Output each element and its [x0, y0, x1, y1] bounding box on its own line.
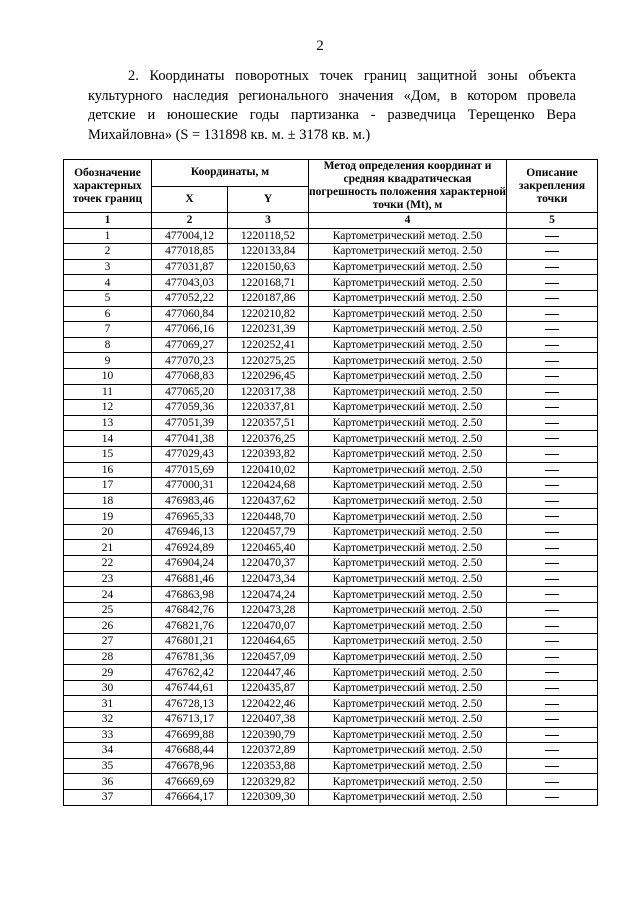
table-row	[64, 400, 598, 416]
method-cell: Картометрический метод. 2.50	[309, 524, 507, 540]
point-number-cell: 27	[64, 634, 152, 650]
fixation-cell	[507, 696, 598, 712]
table-row	[64, 337, 598, 353]
y-coordinate-cell: 1220422,46	[228, 696, 309, 712]
x-coordinate-cell: 476904,24	[152, 556, 228, 572]
x-coordinate-cell: 476664,17	[152, 789, 228, 805]
table-row	[64, 587, 598, 603]
y-coordinate-cell: 1220393,82	[228, 446, 309, 462]
fixation-cell	[507, 618, 598, 634]
method-cell: Картометрический метод. 2.50	[309, 478, 507, 494]
x-coordinate-cell: 476863,98	[152, 587, 228, 603]
dash-mark	[545, 376, 559, 377]
table-row	[64, 446, 598, 462]
x-coordinate-cell: 476713,17	[152, 712, 228, 728]
y-coordinate-cell: 1220187,86	[228, 290, 309, 306]
fixation-cell	[507, 462, 598, 478]
fixation-cell	[507, 524, 598, 540]
point-number-cell: 35	[64, 758, 152, 774]
fixation-cell	[507, 743, 598, 759]
method-cell: Картометрический метод. 2.50	[309, 462, 507, 478]
method-cell: Картометрический метод. 2.50	[309, 649, 507, 665]
dash-mark	[545, 345, 559, 346]
y-coordinate-cell: 1220296,45	[228, 368, 309, 384]
fixation-cell	[507, 446, 598, 462]
dash-mark	[545, 657, 559, 658]
point-number-cell: 10	[64, 368, 152, 384]
method-cell: Картометрический метод. 2.50	[309, 228, 507, 244]
method-cell: Картометрический метод. 2.50	[309, 602, 507, 618]
point-number-cell: 12	[64, 400, 152, 416]
y-coordinate-cell: 1220410,02	[228, 462, 309, 478]
x-coordinate-cell: 476821,76	[152, 618, 228, 634]
method-cell: Картометрический метод. 2.50	[309, 774, 507, 790]
method-cell: Картометрический метод. 2.50	[309, 353, 507, 369]
fixation-cell	[507, 665, 598, 681]
y-coordinate-cell: 1220474,24	[228, 587, 309, 603]
dash-mark	[545, 516, 559, 517]
dash-mark	[545, 361, 559, 362]
fixation-cell	[507, 493, 598, 509]
fixation-cell	[507, 275, 598, 291]
dash-mark	[545, 548, 559, 549]
point-number-cell: 26	[64, 618, 152, 634]
dash-mark	[545, 251, 559, 252]
dash-mark	[545, 766, 559, 767]
x-coordinate-cell: 477043,03	[152, 275, 228, 291]
point-number-cell: 25	[64, 602, 152, 618]
dash-mark	[545, 392, 559, 393]
y-coordinate-cell: 1220464,65	[228, 634, 309, 650]
header-x: X	[152, 186, 228, 213]
table-row	[64, 478, 598, 494]
fixation-cell	[507, 680, 598, 696]
method-cell: Картометрический метод. 2.50	[309, 743, 507, 759]
point-number-cell: 28	[64, 649, 152, 665]
fixation-cell	[507, 478, 598, 494]
header-fixation: Описание закрепления точки	[507, 160, 598, 213]
method-cell: Картометрический метод. 2.50	[309, 368, 507, 384]
point-number-cell: 37	[64, 789, 152, 805]
x-coordinate-cell: 477070,23	[152, 353, 228, 369]
method-cell: Картометрический метод. 2.50	[309, 446, 507, 462]
table-body	[64, 228, 598, 805]
fixation-cell	[507, 415, 598, 431]
point-number-cell: 6	[64, 306, 152, 322]
x-coordinate-cell: 477051,39	[152, 415, 228, 431]
x-coordinate-cell: 476688,44	[152, 743, 228, 759]
dash-mark	[545, 454, 559, 455]
y-coordinate-cell: 1220168,71	[228, 275, 309, 291]
x-coordinate-cell: 477066,16	[152, 322, 228, 338]
fixation-cell	[507, 727, 598, 743]
fixation-cell	[507, 789, 598, 805]
point-number-cell: 1	[64, 228, 152, 244]
point-number-cell: 18	[64, 493, 152, 509]
dash-mark	[545, 314, 559, 315]
header-y: Y	[228, 186, 309, 213]
dash-mark	[545, 579, 559, 580]
table-row	[64, 758, 598, 774]
x-coordinate-cell: 477029,43	[152, 446, 228, 462]
x-coordinate-cell: 476699,88	[152, 727, 228, 743]
method-cell: Картометрический метод. 2.50	[309, 259, 507, 275]
coordinates-table	[63, 159, 598, 806]
table-row	[64, 384, 598, 400]
y-coordinate-cell: 1220150,63	[228, 259, 309, 275]
x-coordinate-cell: 476881,46	[152, 571, 228, 587]
y-coordinate-cell: 1220473,34	[228, 571, 309, 587]
dash-mark	[545, 641, 559, 642]
dash-mark	[545, 438, 559, 439]
method-cell: Картометрический метод. 2.50	[309, 634, 507, 650]
fixation-cell	[507, 228, 598, 244]
table-row	[64, 680, 598, 696]
point-number-cell: 2	[64, 244, 152, 260]
x-coordinate-cell: 477052,22	[152, 290, 228, 306]
method-cell: Картометрический метод. 2.50	[309, 431, 507, 447]
y-coordinate-cell: 1220309,30	[228, 789, 309, 805]
x-coordinate-cell: 476983,46	[152, 493, 228, 509]
dash-mark	[545, 610, 559, 611]
y-coordinate-cell: 1220407,38	[228, 712, 309, 728]
table-row	[64, 290, 598, 306]
method-cell: Картометрический метод. 2.50	[309, 556, 507, 572]
method-cell: Картометрический метод. 2.50	[309, 493, 507, 509]
y-coordinate-cell: 1220448,70	[228, 509, 309, 525]
x-coordinate-cell: 477068,83	[152, 368, 228, 384]
y-coordinate-cell: 1220353,88	[228, 758, 309, 774]
method-cell: Картометрический метод. 2.50	[309, 696, 507, 712]
point-number-cell: 19	[64, 509, 152, 525]
y-coordinate-cell: 1220447,46	[228, 665, 309, 681]
point-number-cell: 30	[64, 680, 152, 696]
fixation-cell	[507, 368, 598, 384]
point-number-cell: 4	[64, 275, 152, 291]
table-row	[64, 368, 598, 384]
point-number-cell: 22	[64, 556, 152, 572]
point-number-cell: 5	[64, 290, 152, 306]
x-coordinate-cell: 477041,38	[152, 431, 228, 447]
dash-mark	[545, 470, 559, 471]
y-coordinate-cell: 1220457,09	[228, 649, 309, 665]
fixation-cell	[507, 758, 598, 774]
method-cell: Картометрический метод. 2.50	[309, 680, 507, 696]
x-coordinate-cell: 477004,12	[152, 228, 228, 244]
dash-mark	[545, 298, 559, 299]
y-coordinate-cell: 1220133,84	[228, 244, 309, 260]
fixation-cell	[507, 649, 598, 665]
point-number-cell: 9	[64, 353, 152, 369]
method-cell: Картометрический метод. 2.50	[309, 758, 507, 774]
table-row	[64, 493, 598, 509]
point-number-cell: 34	[64, 743, 152, 759]
point-number-cell: 32	[64, 712, 152, 728]
dash-mark	[545, 423, 559, 424]
fixation-cell	[507, 556, 598, 572]
x-coordinate-cell: 477000,31	[152, 478, 228, 494]
method-cell: Картометрический метод. 2.50	[309, 306, 507, 322]
dash-mark	[545, 672, 559, 673]
fixation-cell	[507, 290, 598, 306]
table-row	[64, 524, 598, 540]
point-number-cell: 21	[64, 540, 152, 556]
document-heading	[88, 67, 576, 145]
point-number-cell: 3	[64, 259, 152, 275]
y-coordinate-cell: 1220435,87	[228, 680, 309, 696]
fixation-cell	[507, 774, 598, 790]
point-number-cell: 17	[64, 478, 152, 494]
dash-mark	[545, 735, 559, 736]
x-coordinate-cell: 476669,69	[152, 774, 228, 790]
table-row	[64, 618, 598, 634]
fixation-cell	[507, 384, 598, 400]
heading-line-2: культурного наследия регионального значения «Дом, в котором провела детские и юношеские годы партизанка - разведчица Терещенко Вера Михайловна» (S = 131898 кв. м. ± 3178 кв. м.)	[88, 87, 576, 143]
table-row	[64, 228, 598, 244]
method-cell: Картометрический метод. 2.50	[309, 789, 507, 805]
table-row	[64, 415, 598, 431]
x-coordinate-cell: 477059,36	[152, 400, 228, 416]
point-number-cell: 11	[64, 384, 152, 400]
y-coordinate-cell: 1220329,82	[228, 774, 309, 790]
dash-mark	[545, 719, 559, 720]
column-number: 4	[309, 213, 507, 229]
table-row	[64, 774, 598, 790]
point-number-cell: 7	[64, 322, 152, 338]
dash-mark	[545, 532, 559, 533]
method-cell: Картометрический метод. 2.50	[309, 571, 507, 587]
fixation-cell	[507, 509, 598, 525]
x-coordinate-cell: 476744,61	[152, 680, 228, 696]
method-cell: Картометрический метод. 2.50	[309, 618, 507, 634]
y-coordinate-cell: 1220372,89	[228, 743, 309, 759]
header-method: Метод определения координат и средняя квадратическая погрешность положения характерной точки (Mt), м	[309, 160, 506, 211]
dash-mark	[545, 688, 559, 689]
table-row	[64, 727, 598, 743]
column-numbers-row	[64, 213, 598, 229]
y-coordinate-cell: 1220470,37	[228, 556, 309, 572]
dash-mark	[545, 485, 559, 486]
table-row	[64, 571, 598, 587]
method-cell: Картометрический метод. 2.50	[309, 727, 507, 743]
y-coordinate-cell: 1220118,52	[228, 228, 309, 244]
fixation-cell	[507, 540, 598, 556]
point-number-cell: 33	[64, 727, 152, 743]
x-coordinate-cell: 476762,42	[152, 665, 228, 681]
table-row	[64, 431, 598, 447]
x-coordinate-cell: 476678,96	[152, 758, 228, 774]
column-number: 1	[64, 213, 152, 229]
y-coordinate-cell: 1220210,82	[228, 306, 309, 322]
x-coordinate-cell: 476728,13	[152, 696, 228, 712]
fixation-cell	[507, 244, 598, 260]
method-cell: Картометрический метод. 2.50	[309, 587, 507, 603]
table-row	[64, 259, 598, 275]
y-coordinate-cell: 1220437,62	[228, 493, 309, 509]
point-number-cell: 13	[64, 415, 152, 431]
x-coordinate-cell: 476781,36	[152, 649, 228, 665]
dash-mark	[545, 782, 559, 783]
table-row	[64, 634, 598, 650]
method-cell: Картометрический метод. 2.50	[309, 275, 507, 291]
dash-mark	[545, 501, 559, 502]
column-number: 3	[228, 213, 309, 229]
table-row	[64, 602, 598, 618]
table-row	[64, 665, 598, 681]
y-coordinate-cell: 1220390,79	[228, 727, 309, 743]
table-row	[64, 306, 598, 322]
dash-mark	[545, 626, 559, 627]
fixation-cell	[507, 306, 598, 322]
point-number-cell: 24	[64, 587, 152, 603]
column-number: 5	[507, 213, 598, 229]
header-coordinates: Координаты, м	[152, 160, 309, 187]
table-row	[64, 556, 598, 572]
dash-mark	[545, 704, 559, 705]
method-cell: Картометрический метод. 2.50	[309, 665, 507, 681]
dash-mark	[545, 329, 559, 330]
table-row	[64, 462, 598, 478]
fixation-cell	[507, 634, 598, 650]
y-coordinate-cell: 1220317,38	[228, 384, 309, 400]
method-cell: Картометрический метод. 2.50	[309, 244, 507, 260]
x-coordinate-cell: 477031,87	[152, 259, 228, 275]
dash-mark	[545, 267, 559, 268]
y-coordinate-cell: 1220337,81	[228, 400, 309, 416]
dash-mark	[545, 797, 559, 798]
table-row	[64, 789, 598, 805]
fixation-cell	[507, 400, 598, 416]
method-cell: Картометрический метод. 2.50	[309, 322, 507, 338]
y-coordinate-cell: 1220252,41	[228, 337, 309, 353]
y-coordinate-cell: 1220231,39	[228, 322, 309, 338]
method-cell: Картометрический метод. 2.50	[309, 509, 507, 525]
method-cell: Картометрический метод. 2.50	[309, 384, 507, 400]
x-coordinate-cell: 476946,13	[152, 524, 228, 540]
heading-line-1: 2. Координаты поворотных точек границ защитной зоны объекта	[128, 68, 576, 84]
table-row	[64, 712, 598, 728]
y-coordinate-cell: 1220275,25	[228, 353, 309, 369]
table-row	[64, 540, 598, 556]
table-row	[64, 275, 598, 291]
header-point-name: Обозначение характерных точек границ	[64, 160, 152, 213]
table-row	[64, 353, 598, 369]
method-cell: Картометрический метод. 2.50	[309, 540, 507, 556]
column-number: 2	[152, 213, 228, 229]
table-row	[64, 649, 598, 665]
fixation-cell	[507, 571, 598, 587]
y-coordinate-cell: 1220376,25	[228, 431, 309, 447]
point-number-cell: 14	[64, 431, 152, 447]
table-row	[64, 743, 598, 759]
table-row	[64, 696, 598, 712]
dash-mark	[545, 750, 559, 751]
point-number-cell: 15	[64, 446, 152, 462]
dash-mark	[545, 594, 559, 595]
y-coordinate-cell: 1220473,28	[228, 602, 309, 618]
fixation-cell	[507, 322, 598, 338]
fixation-cell	[507, 353, 598, 369]
y-coordinate-cell: 1220465,40	[228, 540, 309, 556]
point-number-cell: 8	[64, 337, 152, 353]
x-coordinate-cell: 477018,85	[152, 244, 228, 260]
y-coordinate-cell: 1220470,07	[228, 618, 309, 634]
point-number-cell: 36	[64, 774, 152, 790]
x-coordinate-cell: 477069,27	[152, 337, 228, 353]
point-number-cell: 29	[64, 665, 152, 681]
table-row	[64, 244, 598, 260]
point-number-cell: 31	[64, 696, 152, 712]
dash-mark	[545, 236, 559, 237]
x-coordinate-cell: 477065,20	[152, 384, 228, 400]
point-number-cell: 20	[64, 524, 152, 540]
fixation-cell	[507, 337, 598, 353]
method-cell: Картометрический метод. 2.50	[309, 400, 507, 416]
page-number: 2	[316, 38, 324, 54]
dash-mark	[545, 407, 559, 408]
point-number-cell: 23	[64, 571, 152, 587]
dash-mark	[545, 283, 559, 284]
fixation-cell	[507, 587, 598, 603]
x-coordinate-cell: 476924,89	[152, 540, 228, 556]
method-cell: Картометрический метод. 2.50	[309, 712, 507, 728]
y-coordinate-cell: 1220357,51	[228, 415, 309, 431]
y-coordinate-cell: 1220457,79	[228, 524, 309, 540]
method-cell: Картометрический метод. 2.50	[309, 290, 507, 306]
method-cell: Картометрический метод. 2.50	[309, 337, 507, 353]
x-coordinate-cell: 476801,21	[152, 634, 228, 650]
x-coordinate-cell: 477060,84	[152, 306, 228, 322]
x-coordinate-cell: 477015,69	[152, 462, 228, 478]
fixation-cell	[507, 259, 598, 275]
point-number-cell: 16	[64, 462, 152, 478]
dash-mark	[545, 563, 559, 564]
fixation-cell	[507, 712, 598, 728]
fixation-cell	[507, 431, 598, 447]
fixation-cell	[507, 602, 598, 618]
table-row	[64, 509, 598, 525]
table-row	[64, 322, 598, 338]
x-coordinate-cell: 476842,76	[152, 602, 228, 618]
y-coordinate-cell: 1220424,68	[228, 478, 309, 494]
x-coordinate-cell: 476965,33	[152, 509, 228, 525]
method-cell: Картометрический метод. 2.50	[309, 415, 507, 431]
